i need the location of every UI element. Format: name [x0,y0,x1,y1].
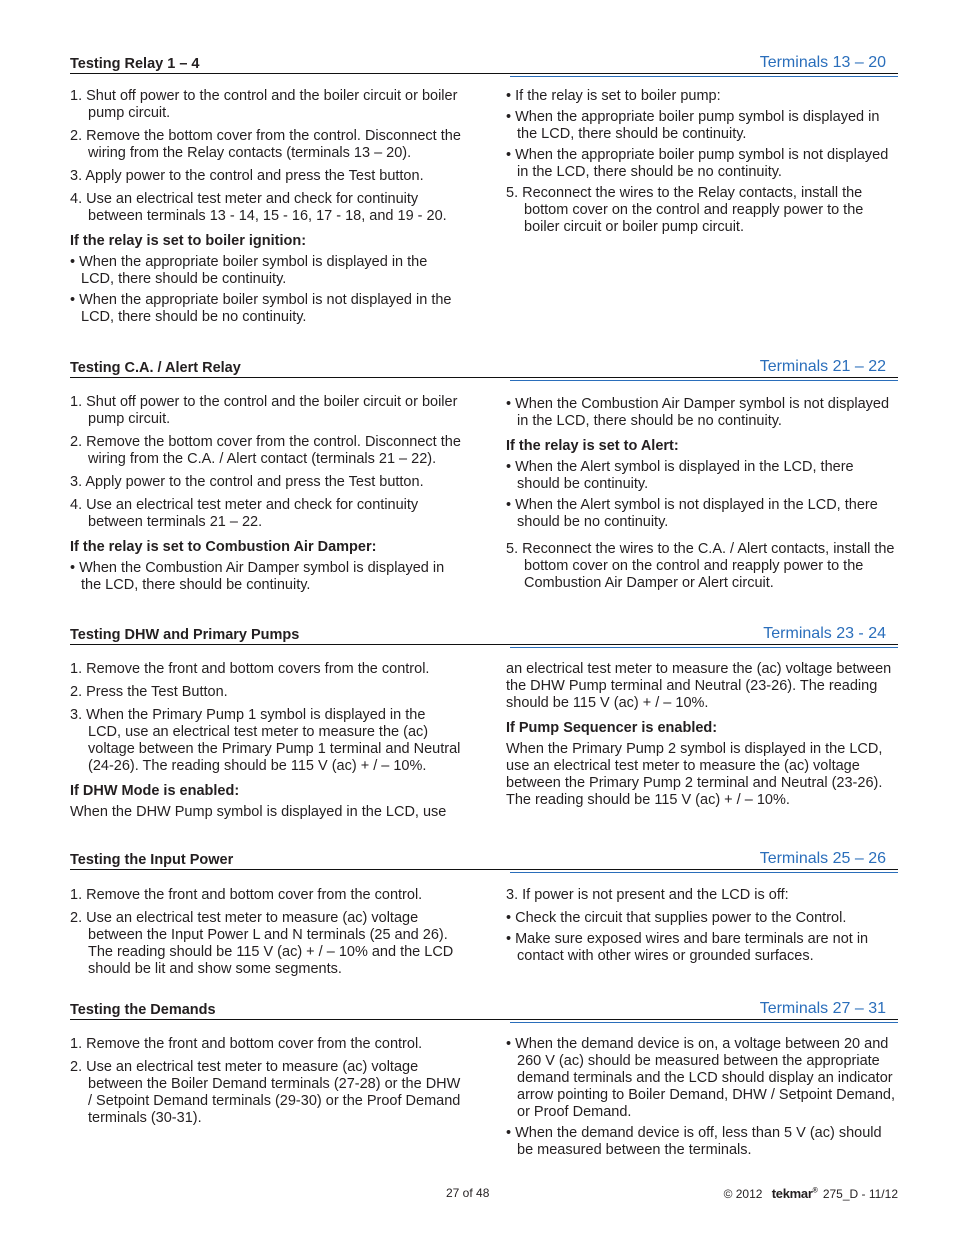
step-item: 3. When the Primary Pump 1 symbol is displayed in the LCD, use an electrical test meter to measure the (ac) voltage between the Primary Pump 1 terminal and Neutral (24-26). The reading should be 115 V (ac) + / – 10%. [70,707,461,774]
section-rule-accent [510,872,898,873]
step-item: 5. Reconnect the wires to the C.A. / Alert contacts, install the bottom cover on the control and reapply power to the Combustion Air Damper or Alert circuit. [506,541,895,591]
section-rule-accent [510,380,898,381]
brand-name: tekmar [771,1186,813,1201]
left-column [70,1036,462,1133]
bullet-item: • When the Combustion Air Damper symbol is displayed in the LCD, there should be continuity. [70,560,445,593]
step-item: 2. Remove the bottom cover from the control. Disconnect the wiring from the C.A. / Alert contact (terminals 21 – 22). [70,434,461,467]
right-column [506,396,898,598]
bullet-item: • When the demand device is on, a voltage between 20 and 260 V (ac) should be measured between the appropriate demand terminals and the LCD should display an indicator arrow pointing to Boiler Demand, DHW / Setpoint Demand, or Proof Demand. [506,1036,895,1120]
paragraph: an electrical test meter to measure the (ac) voltage between the DHW Pump terminal and Neutral (23-26). The reading should be 115 V (ac) + / – 10%. [506,661,892,711]
step-item: 2. Remove the bottom cover from the control. Disconnect the wiring from the Relay contacts (terminals 13 – 20). [70,128,461,161]
step-item: 2. Press the Test Button. [70,684,228,700]
subheading: If Pump Sequencer is enabled: [506,720,718,736]
step-item: 2. Use an electrical test meter to measure (ac) voltage between the Boiler Demand terminals (27-28) or the DHW / Setpoint Demand terminals (29-30) or the Proof Demand terminals (30-31). [70,1059,461,1126]
section-rule-accent [510,647,898,648]
right-column [506,1036,898,1163]
subheading: If the relay is set to Combustion Air Damper: [70,539,377,555]
bullet-item: • When the appropriate boiler pump symbol is not displayed in the LCD, there should be no continuity. [506,147,889,180]
section-header [70,623,898,645]
bullet-item: • Check the circuit that supplies power to the Control. [506,910,847,926]
bullet-item: • If the relay is set to boiler pump: [506,88,721,104]
section-rule [70,73,898,74]
section-testing-dhw-primary-pumps [70,623,898,820]
bullet-item: • When the demand device is off, less than 5 V (ac) should be measured between the terminals. [506,1125,882,1158]
step-item: 4. Use an electrical test meter and check for continuity between terminals 21 – 22. [70,497,419,530]
step-item: 1. Shut off power to the control and the boiler circuit or boiler pump circuit. [70,88,458,121]
section-rule-accent [510,76,898,77]
footer-doc-info [724,1186,898,1201]
section-title: Testing DHW and Primary Pumps [70,627,300,643]
left-column [70,661,462,827]
section-header [70,998,898,1020]
step-item: 3. If power is not present and the LCD is off: [506,887,789,903]
document-code: 275_D - 11/12 [822,1187,898,1201]
left-column [70,887,462,984]
section-testing-ca-alert-relay [70,356,898,593]
section-terminals: Terminals 21 – 22 [759,358,886,375]
section-header [70,848,898,870]
step-item: 5. Reconnect the wires to the Relay contacts, install the bottom cover on the control and reapply power to the boiler circuit or boiler pump circuit. [506,185,864,235]
step-item: 3. Apply power to the control and press the Test button. [70,168,424,184]
bullet-item: • When the Alert symbol is not displayed in the LCD, there should be no continuity. [506,497,878,530]
step-item: 1. Remove the front and bottom cover from the control. [70,1036,423,1052]
brand-logo [772,1186,818,1201]
step-item: 2. Use an electrical test meter to measure (ac) voltage between the Input Power L and N terminals (25 and 26). The reading should be 115 V (ac) + / – 10% and the LCD should be lit and show some segments. [70,910,454,977]
brand-mark: ® [812,1187,818,1195]
left-column [70,88,462,330]
left-column [70,394,462,598]
right-column [506,88,898,242]
section-terminals: Terminals 13 – 20 [759,54,886,71]
section-rule [70,377,898,378]
bullet-item: • Make sure exposed wires and bare terminals are not in contact with other wires or grounded surfaces. [506,931,869,964]
section-title: Testing Relay 1 – 4 [70,56,200,72]
section-title: Testing C.A. / Alert Relay [70,360,241,376]
copyright: © 2012 [723,1187,763,1201]
bullet-item: • When the Alert symbol is displayed in the LCD, there should be continuity. [506,459,854,492]
right-column [506,887,898,969]
section-testing-input-power [70,848,898,977]
subheading: If DHW Mode is enabled: [70,783,240,799]
paragraph: When the DHW Pump symbol is displayed in the LCD, use [70,804,447,820]
right-column [506,661,898,815]
section-terminals: Terminals 23 - 24 [763,625,886,642]
step-item: 1. Remove the front and bottom covers from the control. [70,661,430,677]
section-header [70,356,898,378]
bullet-item: • When the appropriate boiler symbol is not displayed in the LCD, there should be no continuity. [70,292,452,325]
section-rule [70,1019,898,1020]
step-item: 4. Use an electrical test meter and check for continuity between terminals 13 - 14, 15 - 16, 17 - 18, and 19 - 20. [70,191,447,224]
step-item: 1. Remove the front and bottom cover from the control. [70,887,423,903]
subheading: If the relay is set to boiler ignition: [70,233,307,249]
section-rule [70,644,898,645]
section-rule-accent [510,1022,898,1023]
page-number: 27 of 48 [446,1186,490,1200]
subheading: If the relay is set to Alert: [506,438,679,454]
bullet-item: • When the appropriate boiler pump symbol is displayed in the LCD, there should be continuity. [506,109,880,142]
section-title: Testing the Demands [70,1002,216,1018]
step-item: 3. Apply power to the control and press the Test button. [70,474,424,490]
section-rule [70,869,898,870]
section-testing-relay [70,52,898,325]
section-terminals: Terminals 27 – 31 [759,1000,886,1017]
section-title: Testing the Input Power [70,852,234,868]
section-terminals: Terminals 25 – 26 [759,850,886,867]
step-item: 1. Shut off power to the control and the boiler circuit or boiler pump circuit. [70,394,458,427]
bullet-item: • When the Combustion Air Damper symbol is not displayed in the LCD, there should be no continuity. [506,396,890,429]
paragraph: When the Primary Pump 2 symbol is displayed in the LCD, use an electrical test meter to measure the (ac) voltage between the Primary Pump 2 terminal and Neutral (23-26). The reading should be 115 V (ac) + / – 10%. [506,741,883,808]
section-header [70,52,898,74]
bullet-item: • When the appropriate boiler symbol is displayed in the LCD, there should be continuity. [70,254,428,287]
section-testing-demands [70,998,898,1158]
